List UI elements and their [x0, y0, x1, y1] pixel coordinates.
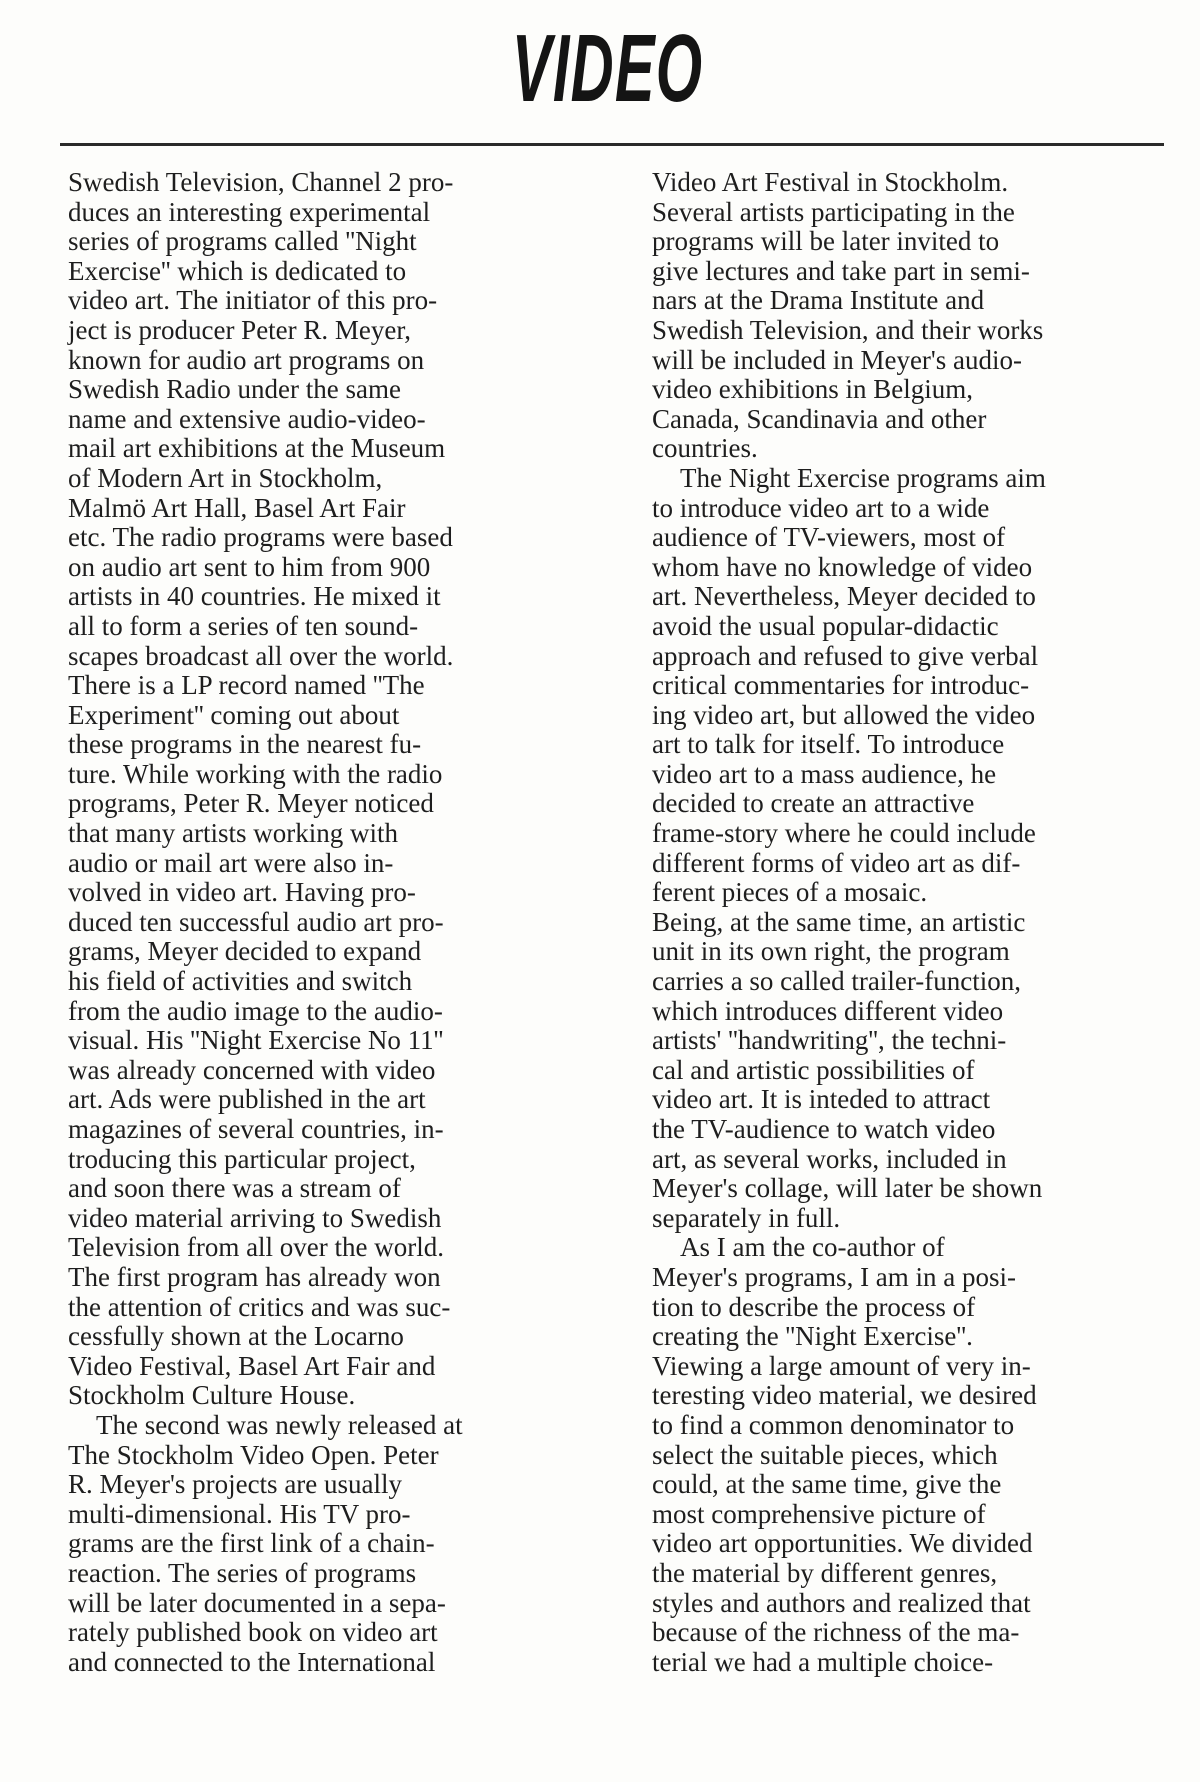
- text-line: There is a LP record named ''The: [68, 670, 425, 701]
- text-line: duces an interesting experimental: [68, 196, 431, 227]
- text-line: programs will be later invited to: [652, 226, 1000, 257]
- text-line: that many artists working with: [68, 818, 398, 849]
- text-line: art to talk for itself. To introduce: [652, 729, 1005, 760]
- text-line: most comprehensive picture of: [652, 1498, 986, 1529]
- text-line: The Night Exercise programs aim: [680, 462, 1046, 493]
- text-line: known for audio art programs on: [68, 344, 425, 375]
- text-line: his field of activities and switch: [68, 966, 413, 997]
- text-line: art. Ads were published in the art: [68, 1084, 426, 1115]
- text-line: to find a common denominator to: [652, 1409, 1015, 1440]
- text-line: countries.: [652, 433, 758, 464]
- text-line: Television from all over the world.: [68, 1232, 445, 1263]
- text-line: will be included in Meyer's audio-: [652, 344, 1023, 375]
- text-line: volved in video art. Having pro-: [68, 877, 416, 908]
- text-line: and connected to the International: [68, 1646, 436, 1677]
- text-line: select the suitable pieces, which: [652, 1439, 998, 1470]
- text-line: unit in its own right, the program: [652, 936, 1010, 967]
- text-line: Malmö Art Hall, Basel Art Fair: [68, 492, 406, 523]
- text-line: avoid the usual popular-didactic: [652, 610, 999, 641]
- text-line: from the audio image to the audio-: [68, 995, 443, 1026]
- text-line: which introduces different video: [652, 995, 1004, 1026]
- text-line: frame-story where he could include: [652, 818, 1036, 849]
- text-line: grams are the first link of a chain-: [68, 1528, 435, 1559]
- text-line: Meyer's collage, will later be shown: [652, 1173, 1043, 1204]
- title-rule: [60, 143, 1164, 146]
- text-line: because of the richness of the ma-: [652, 1617, 1020, 1648]
- text-line: Viewing a large amount of very in-: [652, 1350, 1031, 1381]
- text-line: whom have no knowledge of video: [652, 551, 1033, 582]
- text-line: the TV-audience to watch video: [652, 1114, 996, 1144]
- text-line: Swedish Radio under the same: [68, 374, 401, 405]
- text-line: tion to describe the process of: [652, 1291, 976, 1322]
- text-line: art. Nevertheless, Meyer decided to: [652, 581, 1036, 612]
- text-line: these programs in the nearest fu-: [68, 729, 422, 760]
- text-line: will be later documented in a sepa-: [68, 1587, 446, 1618]
- text-line: Video Art Festival in Stockholm.: [652, 167, 1009, 197]
- text-line: visual. His ''Night Exercise No 11'': [68, 1025, 444, 1056]
- text-line: teresting video material, we desired: [652, 1380, 1037, 1411]
- text-line: ture. While working with the radio: [68, 758, 443, 789]
- text-line: mail art exhibitions at the Museum: [68, 433, 446, 464]
- text-line: on audio art sent to him from 900: [68, 551, 431, 582]
- text-line: the attention of critics and was suc-: [68, 1291, 451, 1322]
- text-line: terial we had a multiple choice-: [652, 1646, 994, 1677]
- text-line: audio or mail art were also in-: [68, 847, 394, 878]
- text-line: The Stockholm Video Open. Peter: [68, 1439, 439, 1470]
- text-line: scapes broadcast all over the world.: [68, 640, 454, 671]
- text-line: artists in 40 countries. He mixed it: [68, 581, 441, 612]
- text-line: Exercise'' which is dedicated to: [68, 255, 407, 286]
- text-line: Meyer's programs, I am in a posi-: [652, 1261, 1017, 1292]
- text-line: could, at the same time, give the: [652, 1469, 1002, 1500]
- text-line: was already concerned with video: [68, 1054, 436, 1085]
- text-line: Stockholm Culture House.: [68, 1380, 356, 1411]
- text-line: separately in full.: [652, 1202, 841, 1233]
- text-line: decided to create an attractive: [652, 788, 975, 819]
- text-line: video exhibitions in Belgium,: [652, 374, 973, 405]
- text-line: video art to a mass audience, he: [652, 758, 997, 789]
- text-line: nars at the Drama Institute and: [652, 285, 985, 316]
- text-line: Experiment'' coming out about: [68, 699, 400, 730]
- text-line: critical commentaries for introduc-: [652, 670, 1030, 701]
- text-line: of Modern Art in Stockholm,: [68, 462, 383, 493]
- text-line: and soon there was a stream of: [68, 1173, 401, 1204]
- text-line: ject is producer Peter R. Meyer,: [68, 314, 412, 345]
- text-line: to introduce video art to a wide: [652, 492, 990, 523]
- text-line: video material arriving to Swedish: [68, 1202, 442, 1233]
- text-line: programs, Peter R. Meyer noticed: [68, 788, 434, 819]
- text-line: cessfully shown at the Locarno: [68, 1321, 404, 1352]
- text-line: audience of TV-viewers, most of: [652, 522, 1006, 553]
- text-line: Swedish Television, Channel 2 pro-: [68, 167, 454, 197]
- text-line: duced ten successful audio art pro-: [68, 906, 444, 937]
- text-line: video art. It is inteded to attract: [652, 1084, 991, 1115]
- text-line: The first program has already won: [68, 1261, 441, 1292]
- text-line: reaction. The series of programs: [68, 1557, 417, 1588]
- text-line: video art opportunities. We divided: [652, 1528, 1033, 1559]
- text-line: troducing this particular project,: [68, 1143, 416, 1174]
- text-line: ferent pieces of a mosaic.: [652, 877, 928, 908]
- text-line: R. Meyer's projects are usually: [68, 1469, 403, 1500]
- text-line: Canada, Scandinavia and other: [652, 403, 987, 434]
- text-line: rately published book on video art: [68, 1617, 438, 1648]
- text-line: series of programs called ''Night: [68, 226, 417, 257]
- text-line: name and extensive audio-video-: [68, 403, 426, 434]
- article-column-left: [68, 168, 558, 1677]
- text-line: magazines of several countries, in-: [68, 1114, 444, 1144]
- text-line: etc. The radio programs were based: [68, 522, 453, 553]
- text-line: give lectures and take part in semi-: [652, 255, 1030, 286]
- text-line: carries a so called trailer-function,: [652, 966, 1022, 997]
- text-line: Swedish Television, and their works: [652, 314, 1044, 345]
- page-title: VIDEO: [511, 15, 704, 122]
- text-line: different forms of video art as dif-: [652, 847, 1021, 878]
- article-column-right: [652, 168, 1157, 1677]
- text-line: Video Festival, Basel Art Fair and: [68, 1350, 436, 1381]
- text-line: creating the ''Night Exercise''.: [652, 1321, 973, 1352]
- text-line: cal and artistic possibilities of: [652, 1054, 975, 1085]
- text-line: art, as several works, included in: [652, 1143, 1007, 1174]
- text-line: approach and refused to give verbal: [652, 640, 1039, 671]
- text-line: all to form a series of ten sound-: [68, 610, 419, 641]
- text-line: grams, Meyer decided to expand: [68, 936, 422, 967]
- text-line: video art. The initiator of this pro-: [68, 285, 438, 316]
- text-line: Several artists participating in the: [652, 196, 1015, 227]
- text-line: ing video art, but allowed the video: [652, 699, 1036, 730]
- text-line: The second was newly released at: [96, 1409, 463, 1440]
- text-line: styles and authors and realized that: [652, 1587, 1031, 1618]
- text-line: Being, at the same time, an artistic: [652, 906, 1026, 937]
- text-line: artists' ''handwriting'', the techni-: [652, 1025, 1007, 1056]
- text-line: the material by different genres,: [652, 1557, 998, 1588]
- text-line: As I am the co-author of: [680, 1232, 945, 1263]
- text-line: multi-dimensional. His TV pro-: [68, 1498, 411, 1529]
